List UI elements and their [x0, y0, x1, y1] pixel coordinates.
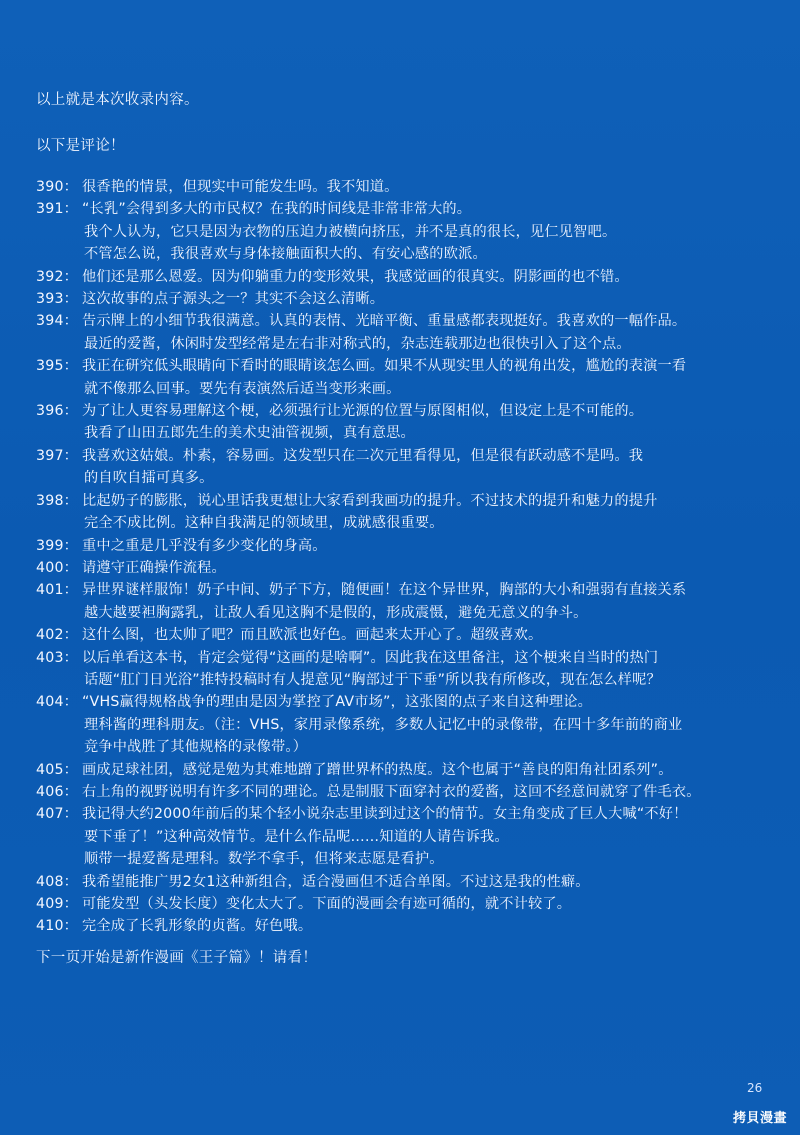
comment-line	[36, 759, 786, 781]
comment-text: “VHS赢得规格战争的理由是因为掌控了AV市场”，这张图的点子来自这种理论。	[82, 694, 592, 711]
comment-number: 410：	[36, 918, 79, 935]
intro-line-2: 以下是评论！	[36, 138, 125, 154]
comment-text: 为了让人更容易理解这个梗，必须强行让光源的位置与原图相似，但设定上是不可能的。	[82, 403, 644, 420]
comment-line	[36, 557, 786, 579]
comment-text: 最近的爱酱，休闲时发型经常是左右非对称式的，杂志连载那边也很快引入了这个点。	[84, 335, 631, 352]
comment-entry	[36, 288, 786, 310]
comment-text: 比起奶子的膨胀，说心里话我更想让大家看到我画功的提升。不过技术的提升和魅力的提升	[82, 492, 658, 509]
comment-number: 398：	[36, 492, 79, 509]
comment-text: 话题“肛门日光浴”推特投稿时有人提意见“胸部过于下垂”所以我有所修改，现在怎么样呢？	[84, 671, 661, 688]
comment-entry	[36, 691, 786, 758]
comment-text: 我喜欢这姑娘。朴素，容易画。这发型只在二次元里看得见，但是很有跃动感不是吗。我	[82, 447, 644, 464]
comment-text: 可能发型（头发长度）变化太大了。下面的漫画会有迹可循的，就不计较了。	[82, 896, 572, 912]
comment-line	[36, 736, 786, 758]
comment-text: 重中之重是几乎没有多少变化的身高。	[82, 537, 327, 554]
comment-entry	[36, 759, 786, 781]
comment-text: 右上角的视野说明有许多不同的理论。总是制服下面穿衬衣的爱酱，这回不经意间就穿了件毛衣。	[82, 783, 701, 800]
comment-number: 401：	[36, 582, 79, 599]
comment-number: 395：	[36, 358, 79, 375]
comment-line	[36, 288, 786, 310]
comment-number: 407：	[36, 806, 79, 823]
comment-entry	[36, 915, 786, 937]
comment-text: 他们还是那么恩爱。因为仰躺重力的变形效果，我感觉画的很真实。阴影画的也不错。	[82, 268, 629, 285]
comment-text: 我记得大约2000年前后的某个轻小说杂志里读到过这个的情节。女主角变成了巨人大喊“不好！	[82, 806, 688, 823]
comment-line	[36, 221, 786, 243]
comment-text: 我个人认为，它只是因为衣物的压迫力被横向挤压，并不是真的很长，见仁见智吧。	[84, 223, 617, 240]
outro-text: 下一页开始是新作漫画《王子篇》！请看！	[36, 950, 318, 966]
comment-line	[36, 826, 786, 848]
comment-entry	[36, 579, 786, 624]
comment-number: 391：	[36, 201, 79, 218]
comment-number: 408：	[36, 873, 79, 890]
intro-line-1: 以上就是本次收录内容。	[36, 92, 199, 108]
comment-text: 完全不成比例。这种自我满足的领域里，成就感很重要。	[84, 515, 444, 532]
comment-entry	[36, 781, 786, 803]
comment-number: 403：	[36, 649, 79, 666]
comment-text: 理科酱的理科朋友。（注：VHS，家用录像系统，多数人记忆中的录像带，在四十多年前的商业	[84, 716, 683, 733]
comment-line	[36, 490, 786, 512]
comment-entry	[36, 445, 786, 490]
comment-entry	[36, 557, 786, 579]
comment-number: 402：	[36, 627, 79, 644]
comment-number: 406：	[36, 783, 79, 800]
comment-line	[36, 243, 786, 265]
comment-number: 393：	[36, 291, 79, 308]
comment-entry	[36, 893, 786, 915]
comment-entry	[36, 400, 786, 445]
comment-line	[36, 266, 786, 288]
comment-line	[36, 467, 786, 489]
comment-text: 竞争中战胜了其他规格的录像带。）	[84, 739, 308, 756]
comment-number: 390：	[36, 179, 79, 195]
watermark-logo: 拷貝漫畫	[733, 1111, 788, 1126]
comment-line	[36, 445, 786, 467]
comment-number: 396：	[36, 403, 79, 420]
comment-text: 这次故事的点子源头之一？其实不会这么清晰。	[82, 291, 385, 308]
comment-entry	[36, 355, 786, 400]
comment-text: 就不像那么回事。要先有表演然后适当变形来画。	[84, 380, 401, 397]
comment-line	[36, 669, 786, 691]
comment-text: 这什么图，也太帅了吧？而且欧派也好色。画起来太开心了。超级喜欢。	[82, 627, 543, 644]
comment-line	[36, 400, 786, 422]
comment-text: 不管怎么说，我很喜欢与身体接触面积大的、有安心感的欧派。	[84, 246, 487, 263]
comment-line	[36, 781, 786, 803]
comment-entry	[36, 647, 786, 692]
comment-line	[36, 915, 786, 937]
comment-number: 394：	[36, 313, 79, 330]
comment-number: 397：	[36, 447, 79, 464]
comment-text: 画成足球社团，感觉是勉为其难地蹭了蹭世界杯的热度。这个也属于“善良的阳角社团系列”。	[82, 761, 673, 778]
comment-entry	[36, 176, 786, 198]
comment-line	[36, 893, 786, 915]
comment-line	[36, 422, 786, 444]
comment-text: 请遵守正确操作流程。	[82, 559, 226, 576]
comment-text: 要下垂了！”这种高效情节。是什么作品呢……知道的人请告诉我。	[84, 828, 509, 845]
comment-line	[36, 803, 786, 825]
comment-text: 很香艳的情景，但现实中可能发生吗。我不知道。	[82, 179, 399, 195]
comment-line	[36, 871, 786, 893]
comment-text: 以后单看这本书，肯定会觉得“这画的是啥啊”。因此我在这里备注，这个梗来自当时的热门	[82, 649, 659, 666]
comment-text: 的自吹自擂可真多。	[84, 470, 214, 487]
comment-entry	[36, 803, 786, 870]
comment-line	[36, 691, 786, 713]
comment-number: 409：	[36, 896, 79, 912]
comment-entry	[36, 871, 786, 893]
comment-entry	[36, 624, 786, 646]
comment-number: 399：	[36, 537, 79, 554]
comment-entry	[36, 490, 786, 535]
comment-entry	[36, 535, 786, 557]
comment-text: 完全成了长乳形象的贞酱。好色哦。	[82, 918, 313, 935]
comment-number: 392：	[36, 268, 79, 285]
comment-line	[36, 333, 786, 355]
comment-line	[36, 624, 786, 646]
comment-text: 我正在研究低头眼睛向下看时的眼睛该怎么画。如果不从现实里人的视角出发，尴尬的表演一看	[82, 358, 687, 375]
comment-line	[36, 579, 786, 601]
comment-line	[36, 602, 786, 624]
comment-line	[36, 647, 786, 669]
comment-line	[36, 714, 786, 736]
comment-text: 异世界谜样服饰！奶子中间、奶子下方，随便画！在这个异世界，胸部的大小和强弱有直接关系	[82, 582, 687, 599]
comment-line	[36, 848, 786, 870]
comment-line	[36, 378, 786, 400]
comment-text: 越大越要袒胸露乳，让敌人看见这胸不是假的，形成震慑，避免无意义的争斗。	[84, 604, 588, 621]
comment-line	[36, 535, 786, 557]
comment-text: 告示牌上的小细节我很满意。认真的表情、光暗平衡、重量感都表现挺好。我喜欢的一幅作品。	[82, 313, 687, 330]
comment-entry	[36, 266, 786, 288]
comment-line	[36, 355, 786, 377]
comment-entry	[36, 310, 786, 355]
comment-number: 405：	[36, 761, 79, 778]
comment-number: 400：	[36, 559, 79, 576]
comment-list	[36, 176, 786, 938]
comment-number: 404：	[36, 694, 79, 711]
page-number: 26	[747, 1081, 763, 1095]
comment-line	[36, 310, 786, 332]
comment-entry	[36, 198, 786, 265]
comment-text: 顺带一提爱酱是理科。数学不拿手，但将来志愿是看护。	[84, 851, 444, 868]
comment-line	[36, 176, 786, 198]
comment-line	[36, 512, 786, 534]
comment-text: 我希望能推广男2女1这种新组合，适合漫画但不适合单图。不过这是我的性癖。	[82, 873, 590, 890]
comment-text: 我看了山田五郎先生的美术史油管视频，真有意思。	[84, 425, 415, 442]
comment-line	[36, 198, 786, 220]
comment-text: “长乳”会得到多大的市民权？在我的时间线是非常非常大的。	[82, 201, 472, 218]
